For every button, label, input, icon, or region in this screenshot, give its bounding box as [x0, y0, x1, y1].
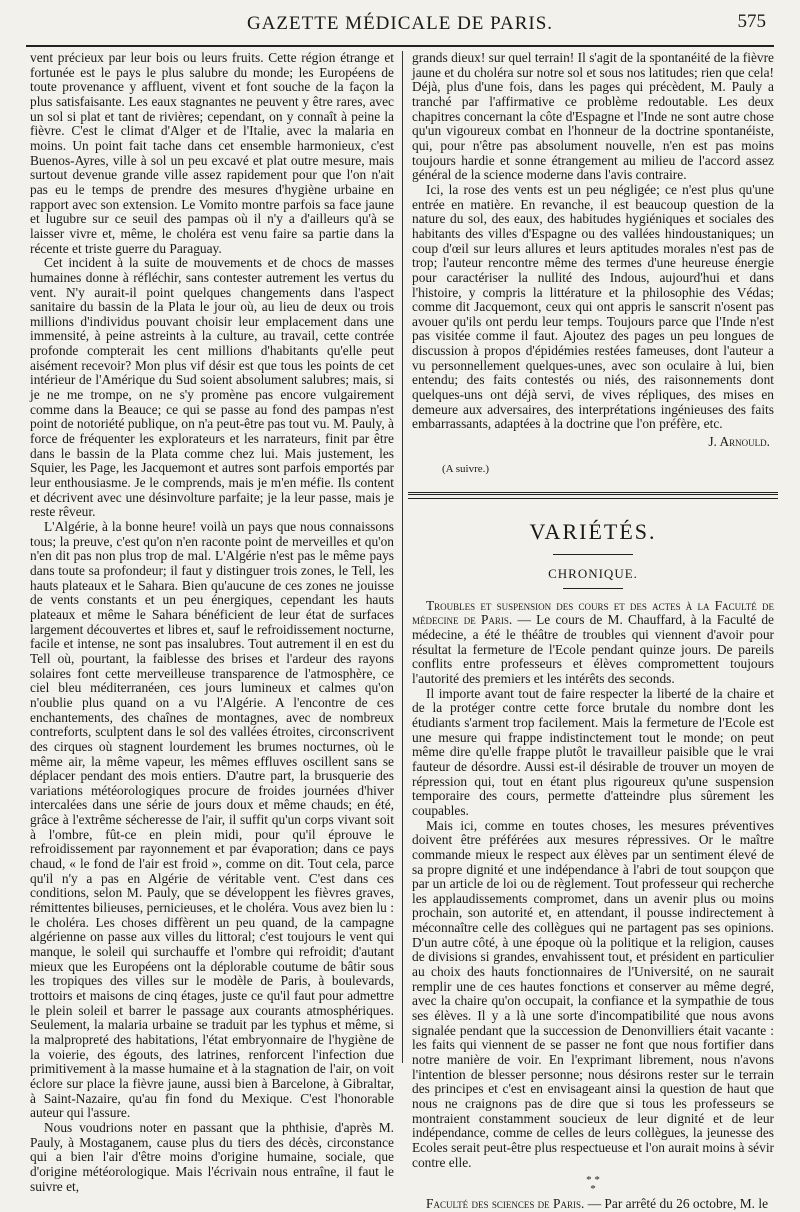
column-divider	[402, 51, 403, 1063]
paragraph: Il importe avant tout de faire respecter la liberté de la chaire et de la protéger contre cette force brutale du nombre dont les étudiants s'arment trop facilement. Mais la fermeture de l'Ecole est une mesure qui frappe indistinctement tout le monde; on peut même dire qu'elle frappe plutôt le travailleur paisible que le vrai fauteur de désordre. Aussi est-il désirable de trouver un moyen de répression qui, tout en étant plus rigoureux qu'une suspension temporaire des cours, permette d'atteindre plus sûrement les coupables.	[412, 685, 774, 818]
journal-title: GAZETTE MÉDICALE DE PARIS.	[246, 13, 554, 34]
paragraph: Cet incident à la suite de mouvements et de chocs de masses humaines donne à réfléchir, sans contester autrement les vertus du vent. N'y aurait-il point quelques changements dans l'aspect sanitaire du bassin de la Plata le jour où, au lieu de deux ou trois millions d'individus pouvant choisir leur emplacement dans une immensité, à peine astreints à la culture, au travail, cette contrée profonde compterait les cent millions d'habitants qu'elle peut aisément recevoir? Mon plus vif désir est que tous les points de cet intérieur de l'Amérique du Sud soient absolument salubres; mais, si je ne me trompe, on ne s'y promène pas encore vulgairement comme dans la Beauce; ce qui se passe au fond des pampas n'est point de notoriété publique, on n'a peut-être pas tout vu. M. Pauly, à force de fréquenter les explorateurs et les narrateurs, finit par être dans le bassin de la Plata comme chez lui. Mais justement, les Squier, les Page, les Jacquemont et autres sont parfois emportés par leur enthousiasme. Je le comprends, mais je m'en méfie. Ils content et décrivent avec une désinvolture parfaite; je la leur passe, mais je reste rêveur.	[30, 255, 394, 520]
title-rule	[553, 554, 633, 555]
asterism: * * *	[586, 1174, 600, 1196]
section-double-rule	[408, 492, 778, 499]
paragraph: L'Algérie, à la bonne heure! voilà un pays que nous connaissons tous; la preuve, c'est qu'on n'en raconte point de merveilles et qu'on n'en dit pas non plus trop de mal. L'Algérie n'est pas le même pays dans toute sa profondeur; il faut y distinguer trois zones, le Tell, les hauts plateaux et le Sahara. Bien qu'aucune de ces zones ne jouisse de vents constants et un peu énergiques, cependant les hauts plateaux et même le Sahara bénéficient de leur état de surfaces largement découvertes et libres et, sauf le refroidissement nocturne, facile et intense, ne sont pas insalubres. Tout autrement il en est du Tell où, pourtant, la faiblesse des brises et l'ardeur des rayons solaires font cette merveilleuse transparence de l'atmosphère, ce ciel bleu méditerranéen, ces jours lumineux et calmes qu'on n'oublie plus quand on a vu l'Algérie. A l'encontre de ces enchantements, des chaînes de montagnes, avec de nombreux contreforts, sculptent dans le sol des vallées étroites, circonscrivent des cirques où stagnent lourdement les brumes nocturnes, où le même air, la même vapeur, les mêmes effluves oscillent sans se déplacer pendant des mois entiers. D'autre part, la brusquerie des variations météorologiques procure de froides journées d'hiver intercalées dans une série de jours doux et même chauds; en été, grâce à l'extrême sécheresse de l'air, il suffit qu'un corps vivant soit à l'ombre, fût-ce en plein midi, pour qu'il éprouve le refroidissement par rayonnement et par évaporation; dans ce pays chaud, « le fond de l'air est froid », comme on dit. Tout cela, parce qu'il n'y a pas en Algérie de véritable vent. C'est dans ces conditions, selon M. Pauly, que se développent les fièvres graves, rémittentes bilieuses, pernicieuses, et le choléra. Vous avez bien lu : le choléra. Les choses diffèrent un peu quand, de la campagne algérienne on passe aux villes du littoral; c'est toujours le vent qui manque, le soleil qui surchauffe et l'ombre qui refroidit; d'autant mieux que les Européens ont la déplorable coutume de bâtir sous les tropiques des villes sur le modèle de Paris, à boulevards, trottoirs et maisons de cinq étages, juste ce qu'il faut pour admettre le plein soleil et barrer le passage aux courants atmosphériques. Seulement, la malaria urbaine se traduit par les typhus et même, si la malpropreté des habitations, l'état embryonnaire de l'hygiène de la voierie, des égouts, des latrines, renforcent l'infection due primitivement à la masse humaine et à la stagnation de l'air, on voit éclore sur place la fièvre jaune, aussi bien à Barcelone, à Gibraltar, à Saint-Nazaire, qu'au fin fond du Mexique. C'est l'honorable auteur qui l'assure.	[30, 519, 394, 1121]
paragraph: grands dieux! sur quel terrain! Il s'agit de la spontanéité de la fièvre jaune et du choléra sur notre sol et sous nos latitudes; rien que cela! Déjà, plus d'une fois, dans les pages qui précèdent, M. Pauly a tranché par l'affirmative ce problème redoutable. Les deux chapitres concernant la côte d'Espagne et l'Inde ne sont autre chose qu'un vigoureux combat en l'honneur de la doctrine spontanéiste, qui, pour n'être pas absolument nouvelle, n'en est pas moins toujours hardie et sonne étrangement au milieu de l'accord assez général de la science moderne dans l'avis contraire.	[412, 50, 774, 183]
author-signature: J. Arnould.	[708, 434, 770, 450]
paragraph: Ici, la rose des vents est un peu négligée; ce n'est plus qu'une entrée en matière. En revanche, il est beaucoup question de la nature du sol, des eaux, des habitudes hygiéniques et sociales des habitants des villes d'Espagne ou des vallées hindoustaniques; un coup d'œil sur leurs allures et leurs aptitudes morales n'est pas de trop; l'auteur rencontre même des termes d'une heureuse énergie pour caractériser la nullité des Indous, aujourd'hui et dans l'histoire, y compris la littérature et la philosophie des Védas; comme dit Jacquemont, ceux qui ont appris le sanscrit n'osent pas avouer qu'ils ont perdu leur temps. Toujours parce que l'Inde n'est pas visitée comme il faut. Ajoutez des pages un peu longues de discussion à propos d'épidémies restées fameuses, dont l'auteur a vu personnellement quelques-unes, avec son oculaire à lui, bien entendu; des faits contestés ou niés, des raisonnements dont quelques-uns ont déjà servi, de vives répliques, des mises en demeure aux adversaires, des interprétations ingénieuses des faits embarrassants, adaptées à la doctrine que l'on préfère, etc.	[412, 181, 774, 432]
header-rule	[26, 45, 774, 47]
page-header	[0, 10, 800, 40]
paragraph: Nous voudrions noter en passant que la phthisie, d'après M. Pauly, à Mostaganem, cause plus du tiers des décès, circonstance qui a bien l'air d'être moins d'origine humaine, sociale, que d'origine météorologique. Mais l'écrivain nous entraîne, il faut le suivre et,	[30, 1119, 394, 1194]
article-paragraph	[412, 1197, 774, 1212]
left-column	[30, 50, 394, 1194]
page-number: 575	[737, 11, 766, 32]
right-column	[412, 50, 774, 1212]
article-text: — Le cours de M. Chauffard, à la Faculté de médecine, a été le théâtre de troubles qui viennent d'avoir pour résultat la fermeture de l'Ecole pendant quinze jours. De pareils conflits entre professeurs et élèves compromettent toujours l'autorité des premiers et les intérêts des seconds.	[412, 612, 774, 686]
subsection-rule	[563, 588, 623, 589]
article-paragraph	[412, 599, 774, 687]
article-heading: Faculté des sciences de Paris.	[426, 1196, 585, 1212]
article-text: — Par arrêté du 26 octobre, M. le	[587, 1196, 769, 1212]
paragraph: Mais ici, comme en toutes choses, les mesures préventives doivent être préférées aux mesures répressives. Or le maître commande mieux le respect aux élèves par un sentiment élevé de sa propre dignité et une indépendance à l'abri de tout soupçon que par un article de loi ou de règlement. Tout professeur qui recherche les applaudissements compromet, dans un avenir plus ou moins prochain, son autorité et, en attendant, il pousse indirectement à méconnaître celle des collègues qui ne partagent pas ses opinions. D'un autre côté, à une époque où la politique et la religion, causes de divisions si grandes, envahissent tout, et président en particulier au choix des hauts fonctionnaires de l'Université, on ne saurait remplir une de ces hautes fonctions et conserver au même degré, avec la chaire qu'on occupait, la confiance et la sympathie de tous ses élèves. Il y a là une sorte d'incompatibilité que nous avons signalée pendant que la succession de Denonvilliers était vacante : les faits qui viennent de se passer ne font que nous fortifier dans notre manière de voir. En l'exprimant librement, nous n'avons l'intention de blesser personne; nous désirons rester sur le terrain des principes et c'est en envisageant ainsi la question de haut que nous ne craignons pas de dire que si tous les professeurs se montraient constamment soucieux de leur dignité et de leur indépendance, comme de celles de leurs collègues, la jeunesse des Ecoles serait peut-être plus respectueuse et l'on aurait moins à sévir contre elle.	[412, 817, 774, 1170]
to-be-continued: (A suivre.)	[442, 462, 490, 475]
article-heading: Troubles et suspension des cours et des actes à la Faculté de médecine de Paris.	[412, 597, 774, 628]
paragraph: vent précieux par leur bois ou leurs fruits. Cette région étrange et fortunée est le pays le plus salubre du monde; les Européens de toute provenance y affluent, vivent et font souche de la façon la plus satisfaisante. Les eaux stagnantes ne peuvent y être rares, avec un sol si plat et tant de rivières; cependant, on y connaît à peine la fièvre. C'est le climat d'Alger et de l'Italie, avec la malaria en moins. Un point fait tache dans cet ensemble harmonieux, c'est Buenos-Ayres, ville à sol un peu excavé et plat outre mesure, mais surtout devenue grande ville assez rapidement pour que l'on n'ait pas eu le temps de prendre des mesures d'hygiène urbaine en rapport avec son extension. Le Vomito montre parfois sa face jaune et lugubre sur ce seuil des pampas où il n'y a d'ailleurs qu'à se laisser vivre et, même, le choléra est venu faire sa partie dans la récente et triste guerre du Paraguay.	[30, 50, 394, 256]
subsection-title: CHRONIQUE.	[548, 566, 638, 582]
section-title: VARIÉTÉS.	[529, 519, 657, 545]
